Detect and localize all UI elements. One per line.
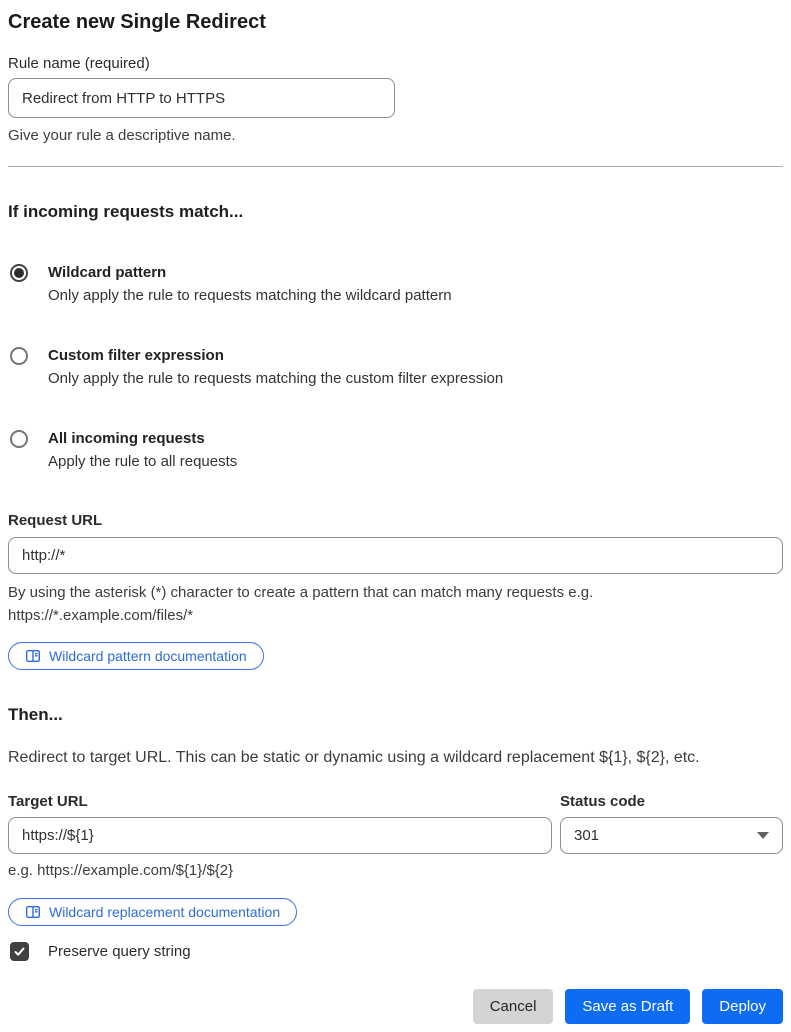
deploy-button[interactable]: Deploy	[702, 989, 783, 1024]
request-url-helper	[8, 581, 783, 627]
rule-name-input[interactable]	[8, 78, 395, 118]
target-url-input[interactable]	[8, 817, 552, 854]
cancel-button[interactable]: Cancel	[473, 989, 554, 1024]
then-section-heading: Then...	[8, 705, 63, 724]
doc-button-label: Wildcard pattern documentation	[49, 648, 247, 664]
radio-description: Apply the rule to all requests	[48, 453, 238, 470]
radio-label: Wildcard pattern	[48, 264, 167, 281]
preserve-query-label: Preserve query string	[48, 943, 191, 960]
status-code-label: Status code	[560, 793, 646, 810]
status-code-value: 301	[574, 827, 600, 844]
request-url-label: Request URL	[8, 512, 103, 529]
section-divider	[8, 166, 783, 167]
radio-label: All incoming requests	[48, 430, 205, 447]
request-url-input[interactable]	[8, 537, 783, 574]
wildcard-replacement-doc-button[interactable]	[8, 898, 297, 926]
radio-description: Only apply the rule to requests matching the custom filter expression	[48, 370, 504, 387]
radio-unselected-icon[interactable]	[10, 430, 28, 448]
radio-custom-filter-expression[interactable]	[8, 345, 783, 390]
book-icon	[25, 648, 41, 664]
radio-label: Custom filter expression	[48, 347, 224, 364]
request-url-helper-line1: By using the asterisk (*) character to create a pattern that can match many requests e.g.	[8, 584, 594, 601]
chevron-down-icon	[757, 832, 769, 839]
target-row	[8, 792, 783, 854]
rule-name-label: Rule name (required)	[8, 55, 150, 72]
radio-wildcard-pattern[interactable]	[8, 262, 783, 307]
page-title: Create new Single Redirect	[8, 11, 266, 33]
footer-actions	[8, 989, 783, 1024]
radio-unselected-icon[interactable]	[10, 347, 28, 365]
rule-name-helper: Give your rule a descriptive name.	[8, 127, 236, 144]
wildcard-pattern-doc-button[interactable]	[8, 642, 264, 670]
radio-selected-icon[interactable]	[10, 264, 28, 282]
preserve-query-checkbox-row[interactable]	[8, 942, 783, 961]
radio-description: Only apply the rule to requests matching the wildcard pattern	[48, 287, 452, 304]
match-type-radio-group	[8, 262, 783, 473]
doc-button-label: Wildcard replacement documentation	[49, 904, 281, 920]
target-url-label: Target URL	[8, 793, 88, 810]
status-code-select[interactable]	[560, 817, 783, 854]
then-description: Redirect to target URL. This can be static or dynamic using a wildcard replacement ${1}, ${2}, etc.	[8, 749, 700, 766]
save-as-draft-button[interactable]: Save as Draft	[565, 989, 690, 1024]
book-icon	[25, 904, 41, 920]
match-section-heading: If incoming requests match...	[8, 202, 244, 221]
checkbox-checked-icon[interactable]	[10, 942, 29, 961]
target-url-helper: e.g. https://example.com/${1}/${2}	[8, 862, 234, 879]
radio-all-incoming-requests[interactable]	[8, 428, 783, 473]
request-url-helper-line2: https://*.example.com/files/*	[8, 607, 194, 624]
